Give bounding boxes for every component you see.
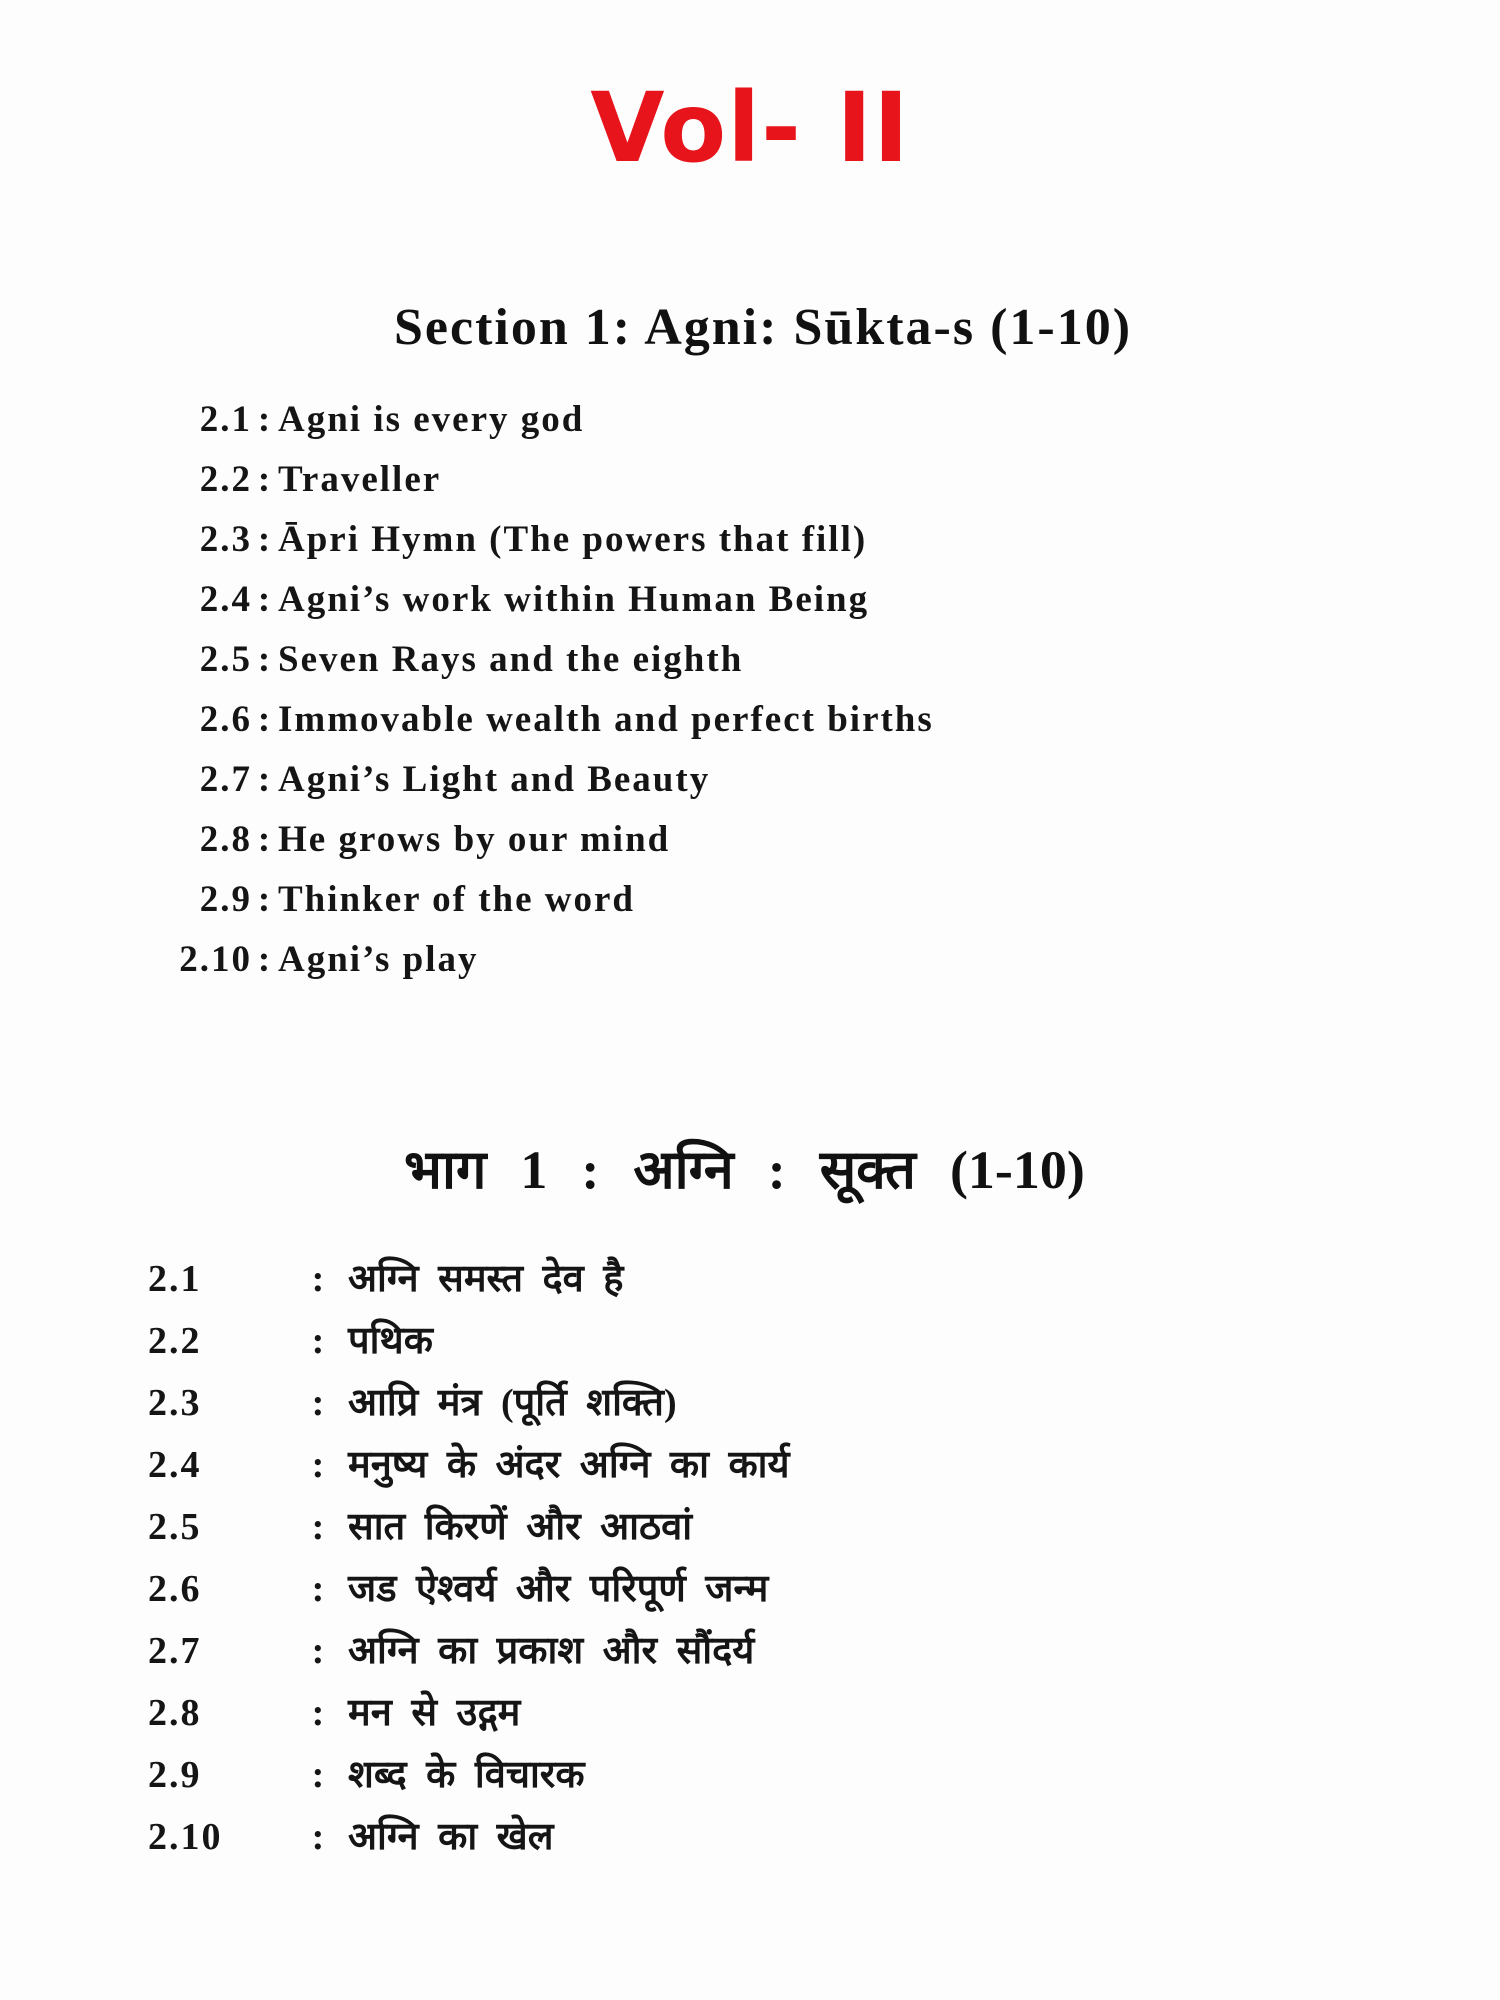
entry-number: 2.5 <box>148 1506 202 1548</box>
heading-part: 1 <box>520 1140 548 1200</box>
entry-separator: : <box>311 1382 325 1424</box>
entry-number: 2.9 <box>199 879 252 920</box>
entry-separator: : <box>257 819 273 860</box>
entry-title: पथिक <box>348 1320 433 1362</box>
entry-title: Seven Rays and the eighth <box>278 639 744 680</box>
heading-part: अग्नि <box>633 1140 734 1200</box>
hindi-entry <box>148 1310 790 1372</box>
hindi-entry <box>148 1372 790 1434</box>
entry-title: मनुष्य के अंदर अग्नि का कार्य <box>348 1444 790 1486</box>
entry-separator: : <box>311 1320 325 1362</box>
hindi-entry <box>148 1496 790 1558</box>
entry-number: 2.6 <box>199 699 252 740</box>
entry-number: 2.8 <box>148 1692 202 1734</box>
english-entry <box>148 930 934 990</box>
entry-number: 2.10 <box>148 1816 223 1858</box>
entry-number: 2.7 <box>199 759 252 800</box>
entry-number: 2.2 <box>199 459 252 500</box>
entry-separator: : <box>257 639 273 680</box>
hindi-entry <box>148 1682 790 1744</box>
entry-title: Thinker of the word <box>278 879 635 920</box>
entry-title: He grows by our mind <box>278 819 671 860</box>
entry-title: Traveller <box>278 459 442 500</box>
entry-separator: : <box>311 1692 325 1734</box>
hindi-contents-list <box>148 1248 790 1868</box>
entry-number: 2.6 <box>148 1568 202 1610</box>
english-entry <box>148 810 934 870</box>
entry-separator: : <box>311 1258 325 1300</box>
entry-title: Agni’s Light and Beauty <box>278 759 711 800</box>
heading-part: सूक्त <box>819 1140 916 1200</box>
entry-number: 2.4 <box>199 579 252 620</box>
entry-number: 2.3 <box>148 1382 202 1424</box>
heading-part: भाग <box>404 1140 487 1200</box>
entry-title: अग्नि का खेल <box>348 1816 554 1858</box>
entry-title: जड ऐश्वर्य और परिपूर्ण जन्म <box>348 1568 769 1610</box>
entry-separator: : <box>311 1444 325 1486</box>
entry-title: मन से उद्गम <box>348 1692 521 1734</box>
entry-number: 2.4 <box>148 1444 202 1486</box>
english-entry <box>148 390 934 450</box>
entry-separator: : <box>257 579 273 620</box>
entry-title: अग्नि समस्त देव है <box>348 1258 624 1300</box>
entry-number: 2.3 <box>199 519 252 560</box>
entry-number: 2.1 <box>199 399 252 440</box>
entry-number: 2.8 <box>199 819 252 860</box>
entry-number: 2.10 <box>179 939 252 980</box>
entry-number: 2.2 <box>148 1320 202 1362</box>
entry-title: Agni is every god <box>278 399 585 440</box>
english-section-heading: Section 1: Agni: Sūkta-s (1-10) <box>394 299 1133 356</box>
english-entry <box>148 630 934 690</box>
hindi-entry <box>148 1558 790 1620</box>
entry-title: Āpri Hymn (The powers that fill) <box>278 519 868 560</box>
heading-part: (1-10) <box>949 1140 1085 1200</box>
hindi-section-heading <box>404 1130 1119 1204</box>
entry-separator: : <box>311 1568 325 1610</box>
hindi-entry <box>148 1744 790 1806</box>
entry-title: आप्रि मंत्र (पूर्ति शक्ति) <box>348 1382 677 1424</box>
entry-separator: : <box>257 519 273 560</box>
hindi-entry <box>148 1248 790 1310</box>
english-entry <box>148 750 934 810</box>
entry-title: अग्नि का प्रकाश और सौंदर्य <box>348 1630 755 1672</box>
entry-number: 2.5 <box>199 639 252 680</box>
entry-separator: : <box>257 699 273 740</box>
english-contents-list <box>148 390 934 990</box>
english-entry <box>148 450 934 510</box>
entry-title: Immovable wealth and perfect births <box>278 699 934 740</box>
entry-separator: : <box>257 879 273 920</box>
entry-separator: : <box>311 1630 325 1672</box>
entry-number: 2.1 <box>148 1258 202 1300</box>
hindi-entry <box>148 1806 790 1868</box>
entry-title: Agni’s play <box>278 939 479 980</box>
entry-separator: : <box>257 459 273 500</box>
entry-number: 2.7 <box>148 1630 202 1672</box>
hindi-entry <box>148 1434 790 1496</box>
entry-title: शब्द के विचारक <box>348 1754 585 1796</box>
heading-part: : <box>581 1140 600 1200</box>
entry-separator: : <box>257 759 273 800</box>
entry-separator: : <box>257 399 273 440</box>
entry-title: सात किरणें और आठवां <box>348 1506 693 1548</box>
entry-separator: : <box>311 1506 325 1548</box>
english-entry <box>148 510 934 570</box>
entry-separator: : <box>311 1754 325 1796</box>
entry-separator: : <box>311 1816 325 1858</box>
english-entry <box>148 570 934 630</box>
entry-separator: : <box>257 939 273 980</box>
volume-title: Vol- II <box>590 72 910 184</box>
english-entry <box>148 690 934 750</box>
hindi-entry <box>148 1620 790 1682</box>
entry-title: Agni’s work within Human Being <box>278 579 870 620</box>
entry-number: 2.9 <box>148 1754 202 1796</box>
heading-part: : <box>767 1140 786 1200</box>
english-entry <box>148 870 934 930</box>
